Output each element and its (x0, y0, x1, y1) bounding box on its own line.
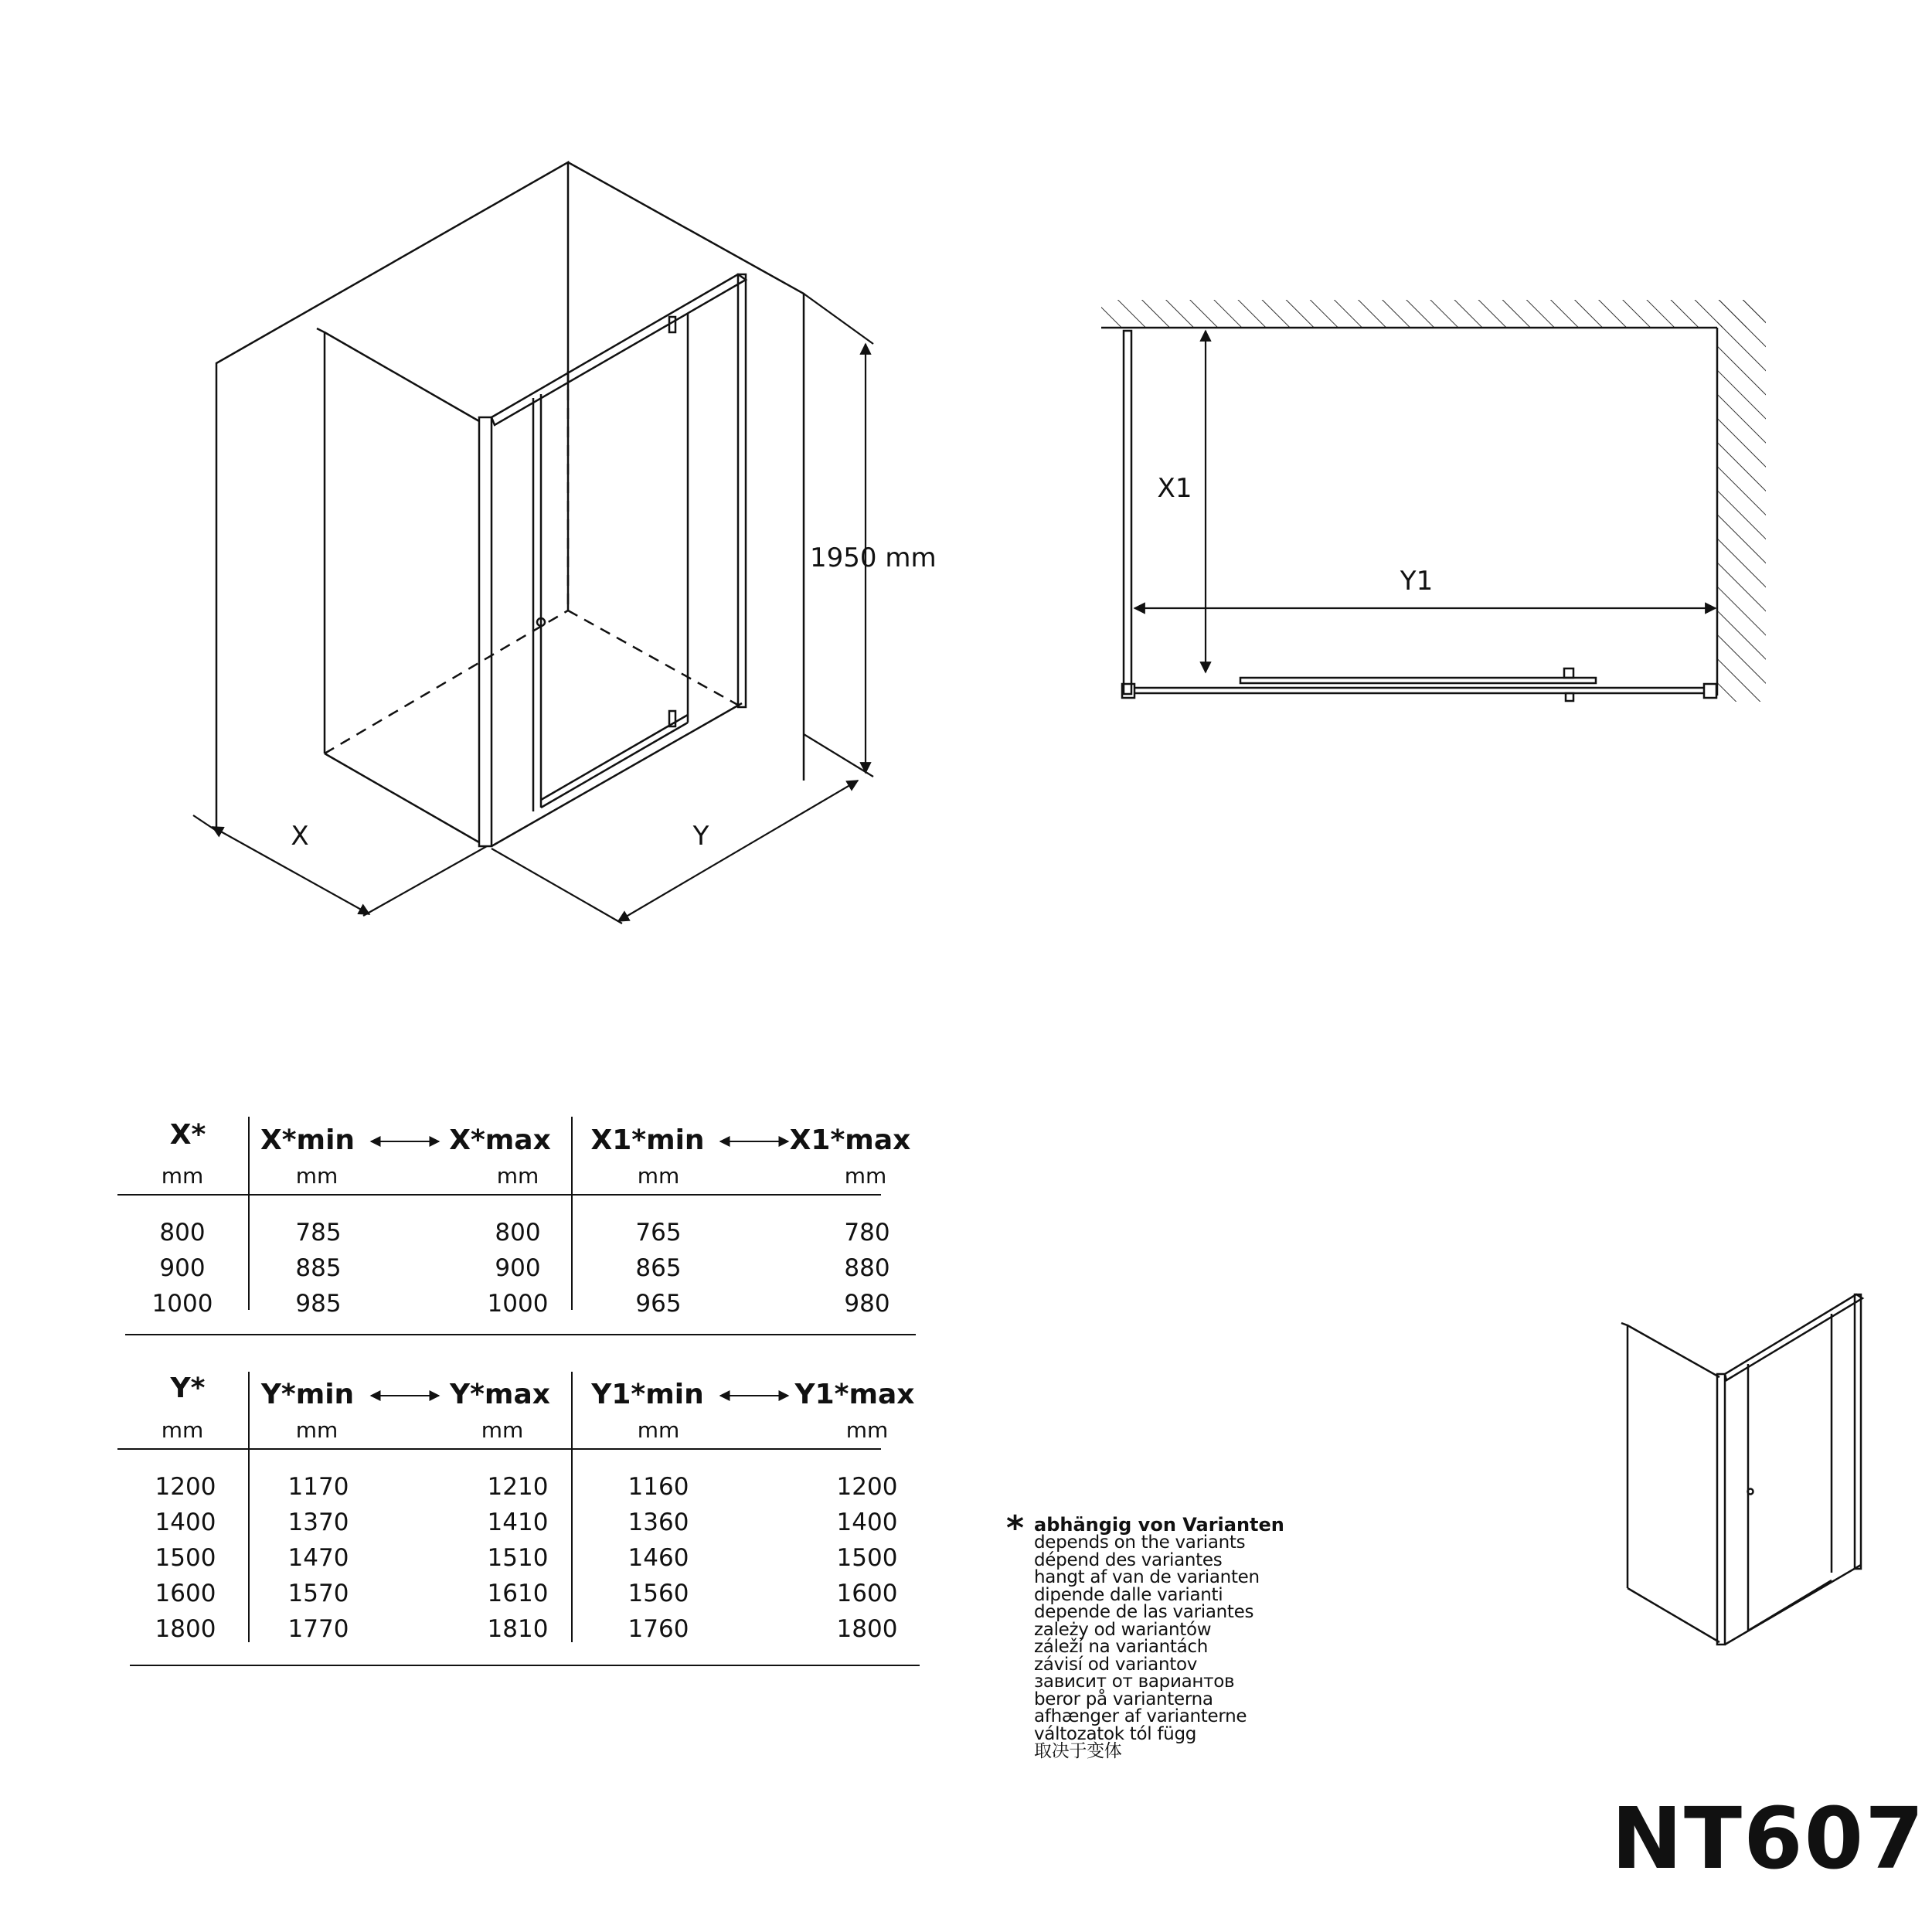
note-line: beror på varianterna (1034, 1689, 1213, 1709)
isometric-shower-drawing (193, 162, 873, 923)
thumb-side-bottom (1628, 1588, 1719, 1642)
table-y-cell: 1570 (287, 1580, 349, 1607)
note-line: dépend des variantes (1034, 1549, 1223, 1570)
table-x-cell: 900 (495, 1254, 541, 1282)
table-y-cell: 1800 (836, 1615, 898, 1643)
table-y-cell: 1810 (487, 1615, 549, 1643)
table-y-cell: 1470 (287, 1544, 349, 1572)
handle-icon (1566, 693, 1573, 701)
side-panel-bottom (325, 753, 479, 842)
table-y-cell: 1760 (628, 1615, 689, 1643)
th-x-min: X*min (260, 1124, 355, 1156)
floor-dashed-left (325, 611, 568, 753)
note-asterisk: * (1006, 1509, 1025, 1548)
table-y-cell: 1170 (287, 1473, 349, 1501)
th-y1-max: Y1*max (794, 1379, 915, 1410)
thumb-top-rail (1725, 1294, 1862, 1380)
note-line: závisí od variantov (1034, 1654, 1198, 1675)
dim-height-ext-bottom (804, 734, 873, 777)
dim-x-ext-left (193, 815, 216, 831)
table-y-cell: 1560 (628, 1580, 689, 1607)
floor-dashed-right (568, 611, 742, 707)
hinge-icon (1564, 668, 1573, 678)
thumb-side-edge (1621, 1323, 1628, 1588)
table-x-cell: 865 (635, 1254, 682, 1282)
unit-x: mm (161, 1163, 204, 1189)
note-line: zależy od wariantów (1034, 1619, 1212, 1640)
label-x1: X1 (1157, 473, 1192, 504)
top-wall-hatch (1101, 300, 1766, 328)
th-x1-max: X1*max (789, 1124, 911, 1156)
unit-y-max: mm (481, 1417, 524, 1443)
table-y-cell: 1600 (836, 1580, 898, 1607)
th-x-max: X*max (449, 1124, 551, 1156)
variant-note (1034, 1516, 1284, 1760)
side-panel-profile (1124, 331, 1131, 694)
th-y1-min: Y1*min (591, 1379, 704, 1410)
corner-profile (479, 417, 492, 846)
note-line: változatok tól függ (1034, 1723, 1197, 1744)
unit-x1-max: mm (844, 1163, 887, 1189)
note-line: afhænger af varianterne (1034, 1706, 1247, 1726)
side-panel-edge (317, 328, 325, 753)
unit-y-min: mm (295, 1417, 338, 1443)
model-number: NT607 (1611, 1789, 1926, 1888)
th-y-max: Y*max (450, 1379, 550, 1410)
note-line: depende de las variantes (1034, 1602, 1254, 1622)
th-y: Y* (170, 1372, 206, 1404)
table-x-cell: 900 (159, 1254, 206, 1282)
top-rail (492, 274, 746, 425)
th-y-min: Y*min (260, 1379, 355, 1410)
table-y-cell: 1460 (628, 1544, 689, 1572)
table-y-cell: 1770 (287, 1615, 349, 1643)
door-leaf (1240, 678, 1596, 683)
label-y: Y (692, 821, 709, 852)
table-y-cell: 1200 (155, 1473, 216, 1501)
thumb-wall-profile (1855, 1294, 1861, 1569)
table-y-cell: 1400 (836, 1509, 898, 1536)
th-x: X* (169, 1119, 206, 1151)
table-y-cell: 1510 (487, 1544, 549, 1572)
dim-y-ext-left (492, 849, 622, 923)
dim-x-ext-right (363, 846, 487, 916)
table-x-cell: 800 (495, 1219, 541, 1247)
note-title: abhängig von Varianten (1034, 1514, 1284, 1536)
table-x-cell: 765 (635, 1219, 682, 1247)
table-y-cell: 1600 (155, 1580, 216, 1607)
right-wall-hatch (1717, 300, 1766, 702)
door-bottom (541, 723, 688, 808)
left-back-wall (216, 162, 568, 831)
table-y-cell: 1360 (628, 1509, 689, 1536)
wall-profile (738, 274, 746, 707)
table-x-cell: 780 (844, 1219, 890, 1247)
table-x-cell: 965 (635, 1290, 682, 1318)
note-line: hangt af van de varianten (1034, 1567, 1260, 1587)
thumb-handle-icon (1748, 1489, 1753, 1495)
thumb-bottom (1725, 1565, 1861, 1645)
plan-view-drawing (1101, 300, 1766, 702)
thumb-corner (1717, 1374, 1725, 1645)
table-x-cell: 880 (844, 1254, 890, 1282)
table-y-cell: 1610 (487, 1580, 549, 1607)
hinge-top-icon (669, 317, 675, 332)
table-y-cell: 1500 (836, 1544, 898, 1572)
unit-y1-max: mm (845, 1417, 889, 1443)
table-y-cell: 1210 (487, 1473, 549, 1501)
unit-x-max: mm (496, 1163, 539, 1189)
table-x-cell: 980 (844, 1290, 890, 1318)
note-line: 取决于变体 (1034, 1741, 1122, 1761)
note-line: záleží na variantách (1034, 1637, 1209, 1657)
table-x-cell: 885 (295, 1254, 342, 1282)
label-x: X (291, 821, 309, 852)
thumb-side-top (1628, 1325, 1719, 1377)
label-y1: Y1 (1400, 566, 1434, 597)
product-thumbnail (1621, 1294, 1862, 1645)
table-y-cell: 1400 (155, 1509, 216, 1536)
note-line: dipende dalle varianti (1034, 1584, 1223, 1605)
table-x-cell: 1000 (487, 1290, 549, 1318)
unit-x-min: mm (295, 1163, 338, 1189)
unit-y1-min: mm (637, 1417, 680, 1443)
note-line: зависит от вариантов (1034, 1672, 1235, 1692)
table-y-cell: 1800 (155, 1615, 216, 1643)
table-x-cell: 785 (295, 1219, 342, 1247)
right-back-wall (568, 162, 804, 781)
corner-bracket-right (1704, 684, 1716, 698)
side-panel-top (325, 332, 479, 421)
table-x-cell: 1000 (151, 1290, 213, 1318)
table-y-cell: 1410 (487, 1509, 549, 1536)
unit-x1-min: mm (637, 1163, 680, 1189)
dim-height-ext-top (804, 294, 873, 344)
table-x-cell: 985 (295, 1290, 342, 1318)
dim-y-arrow (618, 781, 858, 921)
table-x-cell: 800 (159, 1219, 206, 1247)
table-y-cell: 1200 (836, 1473, 898, 1501)
table-y-cell: 1500 (155, 1544, 216, 1572)
table-y-cell: 1160 (628, 1473, 689, 1501)
note-line: depends on the variants (1034, 1532, 1246, 1553)
door-bottom-inner (541, 715, 688, 800)
th-x1-min: X1*min (590, 1124, 705, 1156)
unit-y: mm (161, 1417, 204, 1443)
table-y-cell: 1370 (287, 1509, 349, 1536)
label-height: 1950 mm (810, 543, 937, 573)
